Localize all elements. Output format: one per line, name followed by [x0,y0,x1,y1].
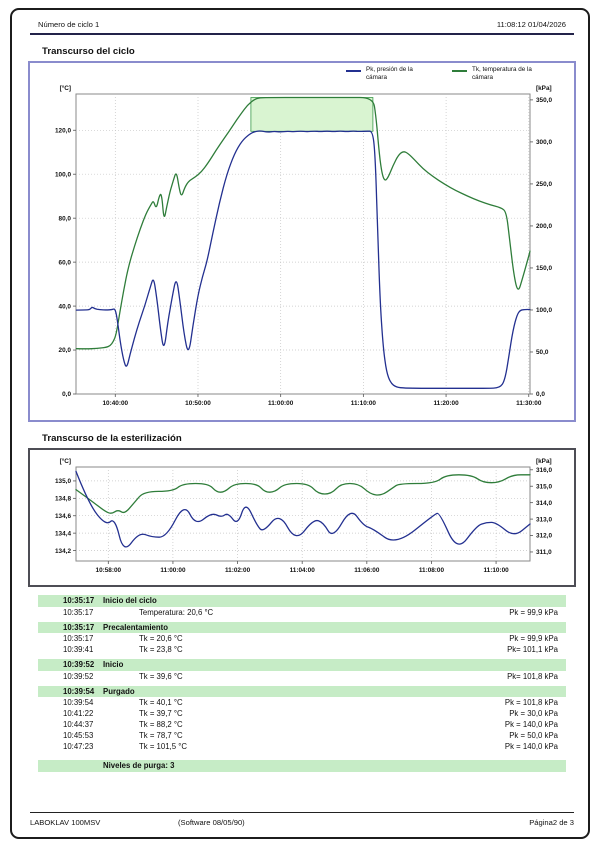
page-header [28,20,576,29]
event-temperature: Tk = 88,2 °C [139,720,183,729]
pk-legend-label: Pk, presión de la cámara [366,66,413,81]
event-pressure: Pk = 30,0 kPa [509,709,558,718]
event-row [38,644,566,655]
event-row [38,697,566,708]
cycle-chart-title: Transcurso del ciclo [42,46,135,57]
page-number: Página2 de 3 [529,818,574,827]
y-left-tick-label: 134,4 [55,530,71,538]
event-row [38,607,566,618]
event-pressure: Pk = 140,0 kPa [504,720,558,729]
event-log [38,595,566,772]
x-tick-label: 10:50:00 [185,400,211,407]
event-row [38,730,566,741]
phase-label: Inicio [103,660,124,670]
sterilization-band [251,98,373,132]
chart-legend [346,66,532,82]
event-time: 10:35:17 [63,607,94,617]
y-right-tick-label: 0,0 [536,391,545,399]
x-tick-label: 11:04:00 [289,567,315,574]
phase-label: Inicio del ciclo [103,596,157,606]
y-right-tick-label: 311,0 [536,549,552,557]
event-time: 10:35:17 [63,634,94,643]
phase-time: 10:35:17 [63,622,95,632]
x-tick-label: 11:06:00 [354,567,380,574]
event-pressure: Pk = 50,0 kPa [509,731,558,740]
phase-header-bar [38,686,566,698]
y-left-tick-label: 100,0 [55,171,71,179]
cycle-number-label: Número de ciclo 1 [38,20,100,29]
legend-item-tk [452,66,532,82]
sterilization-chart-title: Transcurso de la esterilización [42,433,182,444]
x-tick-label: 11:10:00 [350,400,376,407]
software-version: (Software 08/05/90) [178,818,245,827]
y-right-tick-label: 315,0 [536,483,552,491]
y-left-tick-label: 134,2 [55,547,71,555]
y-right-tick-label: 150,0 [536,265,552,273]
event-temperature: Tk = 23,8 °C [139,645,183,654]
y-right-tick-label: 50,0 [536,349,549,357]
x-tick-label: 10:40:00 [102,400,129,407]
event-group [38,622,566,656]
report-datetime: 11:08:12 01/04/2026 [496,20,566,29]
x-tick-label: 11:10:00 [483,567,509,574]
sterilization-chart-canvas [32,453,574,583]
page-footer [30,812,574,827]
x-tick-label: 10:58:00 [95,567,122,574]
y-left-tick-label: 120,0 [55,127,71,135]
header-rule [30,33,574,35]
pk-line-swatch [346,70,361,72]
x-tick-label: 11:20:00 [433,400,459,407]
plot-area [76,467,530,561]
event-group [38,595,566,618]
y-right-tick-label: 312,0 [536,532,552,540]
event-time: 10:47:23 [63,742,94,751]
y-left-tick-label: 135,0 [55,478,71,486]
phase-header-bar [38,760,566,772]
event-row [38,633,566,644]
cycle-chart-canvas [32,66,574,418]
event-time: 10:44:37 [63,720,94,729]
y-right-unit-label: [kPa] [536,85,552,92]
x-tick-label: 11:30:00 [516,400,542,407]
event-pressure: Pk = 99,9 kPa [509,607,558,617]
y-right-tick-label: 314,0 [536,499,552,507]
phase-header-bar [38,622,566,634]
phase-header-bar [38,659,566,671]
event-group [38,686,566,753]
event-pressure: Pk = 99,9 kPa [509,634,558,643]
event-time: 10:41:22 [63,709,94,718]
footer-rule [30,812,574,813]
event-time: 10:39:52 [63,671,94,681]
event-temperature: Tk = 39,6 °C [139,671,183,681]
y-right-tick-label: 100,0 [536,307,552,315]
phase-label: Purgado [103,686,135,696]
y-left-tick-label: 134,6 [55,512,71,520]
event-time: 10:39:41 [63,645,94,654]
y-left-unit-label: [°C] [59,458,71,465]
event-time: 10:45:53 [63,731,94,740]
x-tick-label: 11:02:00 [224,567,251,574]
event-temperature: Tk = 20,6 °C [139,634,183,643]
event-temperature: Tk = 78,7 °C [139,731,183,740]
event-pressure: Pk = 101,8 kPa [504,698,558,707]
event-temperature: Tk = 39,7 °C [139,709,183,718]
phase-time: 10:35:17 [63,596,95,606]
phase-label: Niveles de purga: 3 [103,761,175,771]
event-temperature: Tk = 101,5 °C [139,742,187,751]
tk-line-swatch [452,70,467,72]
y-left-unit-label: [°C] [59,85,71,92]
event-pressure: Pk= 101,1 kPa [507,645,558,654]
y-left-tick-label: 20,0 [58,347,71,355]
plot-area [76,94,530,394]
y-right-tick-label: 300,0 [536,139,552,147]
y-left-tick-label: 0,0 [62,391,71,399]
phase-header-bar [38,595,566,607]
tk-legend-label: Tk, temperatura de la cámara [472,66,532,81]
event-temperature: Temperatura: 20,6 °C [139,607,214,617]
x-tick-label: 11:00:00 [268,400,294,407]
event-pressure: Pk = 140,0 kPa [504,742,558,751]
y-right-tick-label: 316,0 [536,466,552,474]
legend-item-pk [346,66,426,82]
y-left-tick-label: 134,8 [55,495,71,503]
event-group [38,659,566,682]
y-right-tick-label: 250,0 [536,181,552,189]
x-tick-label: 11:00:00 [160,567,186,574]
event-row [38,719,566,730]
y-right-tick-label: 200,0 [536,223,552,231]
y-left-tick-label: 80,0 [58,215,71,223]
phase-label: Precalentamiento [103,622,168,632]
phase-time: 10:39:52 [63,660,95,670]
event-row [38,671,566,682]
y-left-tick-label: 60,0 [58,259,71,267]
event-temperature: Tk = 40,1 °C [139,698,183,707]
phase-time: 10:39:54 [63,686,95,696]
y-right-unit-label: [kPa] [536,458,552,465]
event-pressure: Pk= 101,8 kPa [507,671,558,681]
y-right-tick-label: 350,0 [536,97,552,105]
x-tick-label: 11:08:00 [418,567,445,574]
event-row [38,741,566,752]
y-right-tick-label: 313,0 [536,516,552,524]
event-group [38,760,566,772]
sterilization-chart-box [28,448,576,587]
cycle-chart-box [28,61,576,422]
y-left-tick-label: 40,0 [58,303,71,311]
event-time: 10:39:54 [63,698,94,707]
event-row [38,708,566,719]
device-name: LABOKLAV 100MSV [30,818,101,827]
